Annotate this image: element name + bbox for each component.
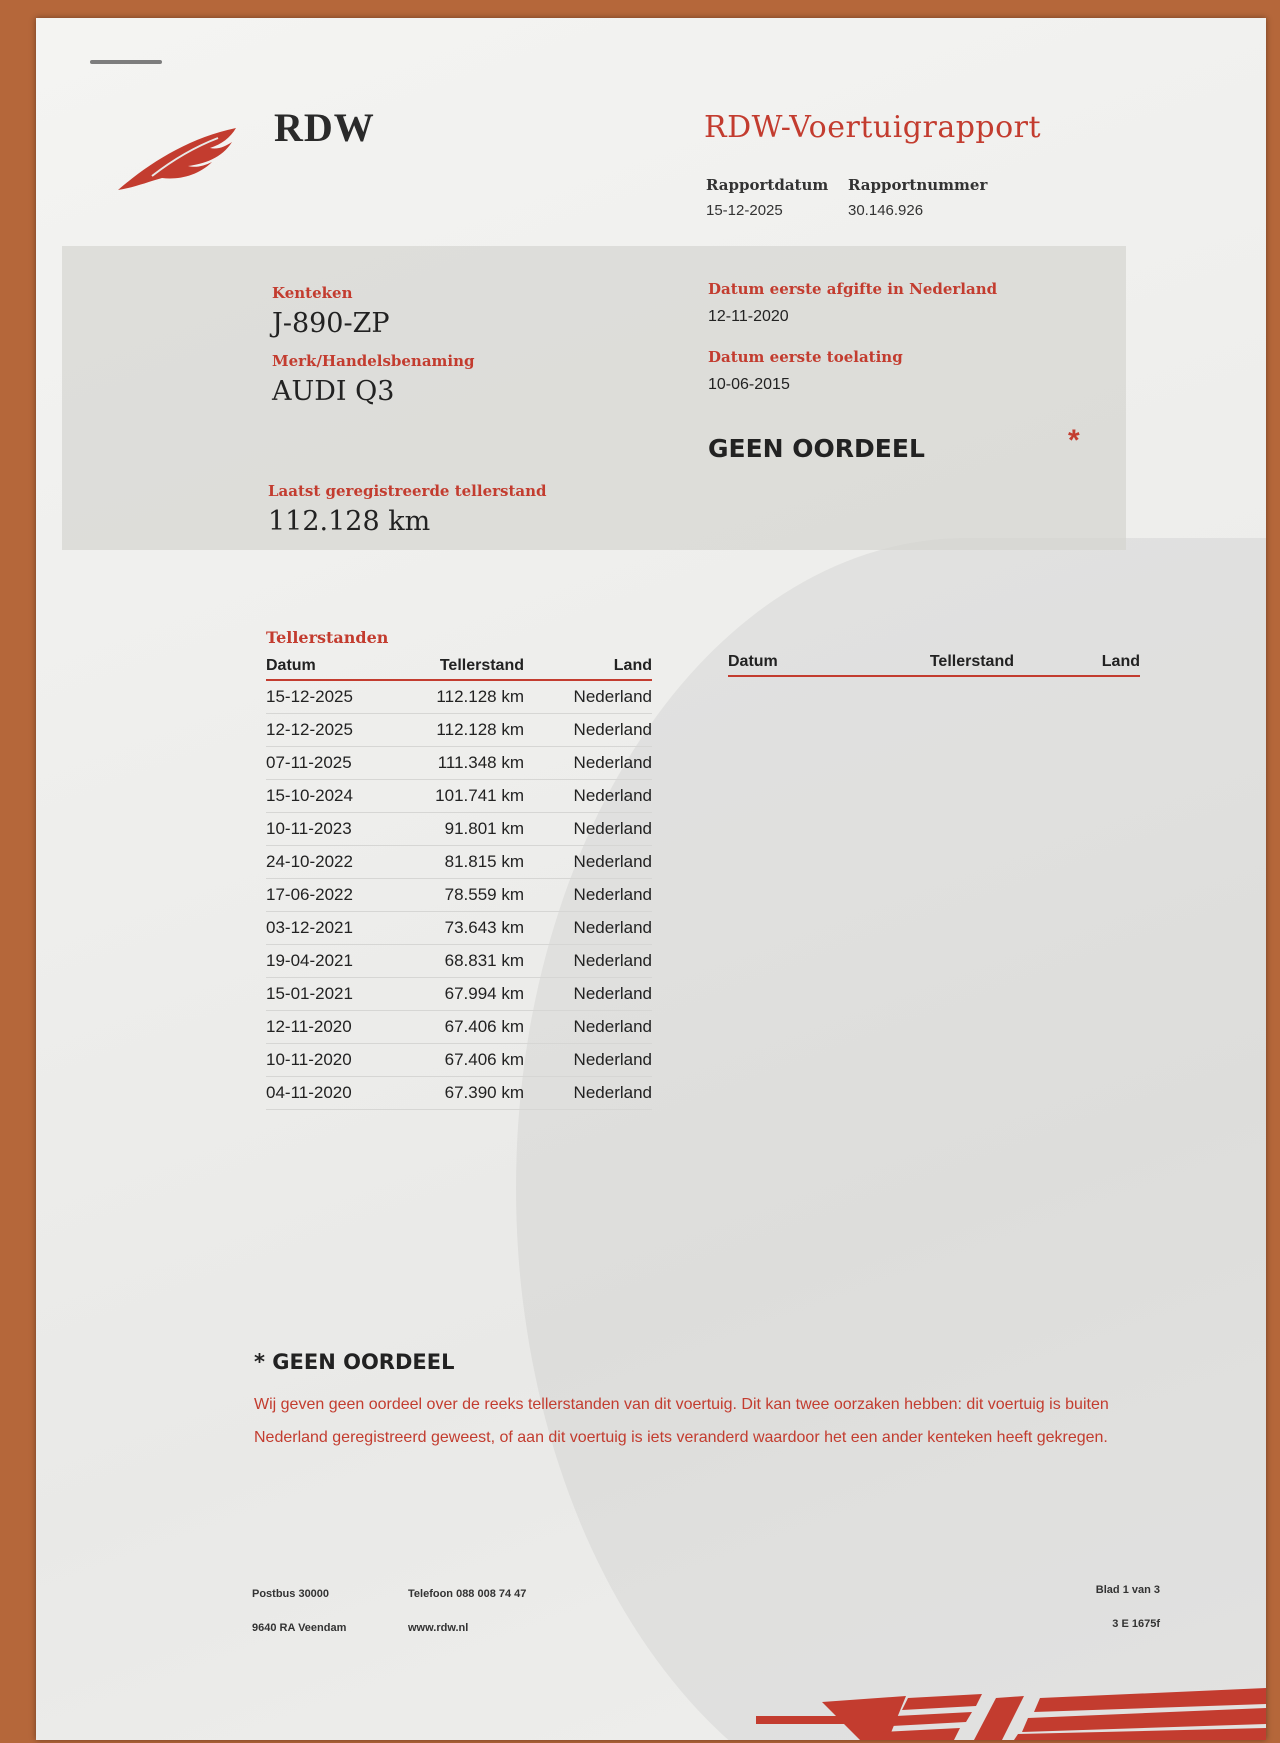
staple-mark — [90, 60, 162, 64]
row-odometer: 78.559 km — [414, 878, 524, 911]
make-field — [272, 352, 475, 407]
row-country: Nederland — [524, 812, 652, 845]
footer-phone: Telefoon 088 008 74 47 — [408, 1588, 527, 1600]
table-row — [266, 746, 652, 779]
footer-page-number: Blad 1 van 3 — [1095, 1584, 1160, 1596]
report-page — [36, 18, 1266, 1740]
footer-address — [252, 1588, 346, 1656]
table-header-row — [728, 646, 1140, 676]
table-row — [266, 1076, 652, 1109]
row-odometer: 67.406 km — [414, 1010, 524, 1043]
plate-field — [272, 284, 390, 339]
table-row — [266, 779, 652, 812]
table-row — [266, 812, 652, 845]
row-odometer: 67.406 km — [414, 1043, 524, 1076]
row-date: 07-11-2025 — [266, 746, 414, 779]
row-country: Nederland — [524, 1043, 652, 1076]
column-header-date: Datum — [266, 650, 414, 680]
table-row — [266, 911, 652, 944]
table-row — [266, 680, 652, 713]
row-odometer: 112.128 km — [414, 713, 524, 746]
table-header-row — [266, 650, 652, 680]
decorative-stripes-icon — [756, 1682, 1266, 1740]
column-header-country: Land — [1014, 646, 1140, 676]
footer-contact — [408, 1588, 526, 1656]
table-row — [266, 713, 652, 746]
column-header-country: Land — [524, 650, 652, 680]
first-admission-date: 10-06-2015 — [708, 376, 790, 393]
row-odometer: 81.815 km — [414, 845, 524, 878]
odometer-table-left — [266, 650, 652, 1110]
row-date: 10-11-2023 — [266, 812, 414, 845]
row-odometer: 101.741 km — [414, 779, 524, 812]
vehicle-make: AUDI Q3 — [272, 376, 395, 407]
row-odometer: 73.643 km — [414, 911, 524, 944]
row-date: 10-11-2020 — [266, 1043, 414, 1076]
verdict-text: GEEN OORDEEL — [708, 434, 925, 463]
odometer-table-right — [728, 646, 1140, 677]
last-odometer-value: 112.128 km — [268, 506, 431, 537]
table-row — [266, 1043, 652, 1076]
first-issue-date: 12-11-2020 — [708, 308, 789, 325]
row-odometer: 68.831 km — [414, 944, 524, 977]
table-row — [266, 944, 652, 977]
column-header-odometer: Tellerstand — [886, 646, 1014, 676]
footer-po-box: Postbus 30000 — [252, 1588, 330, 1600]
row-country: Nederland — [524, 911, 652, 944]
row-date: 17-06-2022 — [266, 878, 414, 911]
row-country: Nederland — [524, 977, 652, 1010]
row-date: 15-12-2025 — [266, 680, 414, 713]
row-date: 03-12-2021 — [266, 911, 414, 944]
row-country: Nederland — [524, 746, 652, 779]
table-row — [266, 878, 652, 911]
report-title: RDW-Voertuigrapport — [704, 110, 1042, 145]
report-number: 30.146.926 — [848, 202, 924, 219]
last-odometer-field — [268, 482, 547, 537]
note-title: * GEEN OORDEEL — [254, 1350, 455, 1374]
row-country: Nederland — [524, 713, 652, 746]
brand-name: RDW — [274, 105, 375, 150]
odometer-rows — [266, 680, 652, 1109]
footer-website: www.rdw.nl — [408, 1622, 469, 1634]
report-date: 15-12-2025 — [706, 202, 783, 219]
row-odometer: 67.994 km — [414, 977, 524, 1010]
table-row — [266, 1010, 652, 1043]
make-label: Merk/Handelsbenaming — [272, 352, 475, 370]
row-country: Nederland — [524, 944, 652, 977]
footer-document-code: 3 E 1675f — [1112, 1618, 1160, 1630]
row-date: 15-01-2021 — [266, 977, 414, 1010]
first-admission-label: Datum eerste toelating — [708, 348, 903, 366]
report-number-block — [848, 176, 987, 219]
row-country: Nederland — [524, 779, 652, 812]
row-odometer: 111.348 km — [414, 746, 524, 779]
odometer-section-title: Tellerstanden — [266, 628, 389, 647]
rdw-logo-icon — [118, 124, 248, 194]
row-date: 19-04-2021 — [266, 944, 414, 977]
table-row — [266, 845, 652, 878]
row-odometer: 91.801 km — [414, 812, 524, 845]
row-date: 12-11-2020 — [266, 1010, 414, 1043]
first-issue-label: Datum eerste afgifte in Nederland — [708, 280, 998, 298]
row-country: Nederland — [524, 680, 652, 713]
row-date: 04-11-2020 — [266, 1076, 414, 1109]
first-admission-field — [708, 348, 903, 394]
row-date: 15-10-2024 — [266, 779, 414, 812]
report-date-label: Rapportdatum — [706, 176, 829, 194]
row-country: Nederland — [524, 1076, 652, 1109]
row-country: Nederland — [524, 845, 652, 878]
column-header-odometer: Tellerstand — [414, 650, 524, 680]
column-header-date: Datum — [728, 646, 886, 676]
report-number-label: Rapportnummer — [848, 176, 988, 194]
row-date: 12-12-2025 — [266, 713, 414, 746]
first-issue-field — [708, 280, 997, 326]
row-date: 24-10-2022 — [266, 845, 414, 878]
report-date-block — [706, 176, 828, 219]
row-odometer: 67.390 km — [414, 1076, 524, 1109]
row-odometer: 112.128 km — [414, 680, 524, 713]
row-country: Nederland — [524, 878, 652, 911]
footer-city: 9640 RA Veendam — [252, 1622, 347, 1634]
row-country: Nederland — [524, 1010, 652, 1043]
table-row — [266, 977, 652, 1010]
license-plate: J-890-ZP — [272, 308, 390, 339]
note-text: Wij geven geen oordeel over de reeks tellerstanden van dit voertuig. Dit kan twee oorzaken hebben: dit voertuig is buiten Nederland geregistreerd geweest, of aan dit voertuig is iets veranderd waardoor het een ander kenteken heeft gekregen. — [254, 1396, 1109, 1446]
plate-label: Kenteken — [272, 284, 353, 302]
last-odometer-label: Laatst geregistreerde tellerstand — [268, 482, 547, 500]
verdict-asterisk: * — [1068, 424, 1080, 457]
footer-page-info — [1026, 1584, 1160, 1652]
